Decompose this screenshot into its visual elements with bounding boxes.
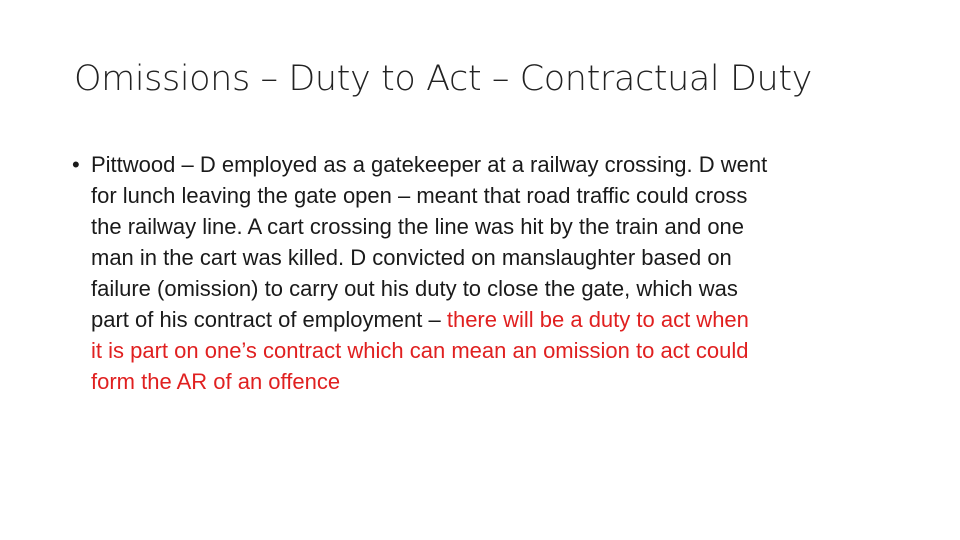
body-line-text: for lunch leaving the gate open – meant that road traffic could cross — [91, 183, 748, 208]
body-line-text: failure (omission) to carry out his duty to close the gate, which was — [91, 276, 738, 301]
body-line-emphasis: it is part on one’s contract which can mean an omission to act could — [91, 338, 749, 363]
body-line — [91, 149, 902, 180]
bullet-icon: • — [72, 152, 80, 177]
body-line — [91, 242, 902, 273]
body-line — [91, 335, 902, 366]
body-line-emphasis: there will be a duty to act when — [446, 307, 749, 332]
body-line — [91, 211, 902, 242]
body-line — [91, 273, 902, 304]
body-line — [91, 180, 902, 211]
bullet-item-pittwood — [72, 149, 902, 397]
slide-body — [72, 149, 902, 397]
body-line-text: man in the cart was killed. D convicted on manslaughter based on — [91, 245, 732, 270]
body-line-text: part of his contract of employment – — [91, 307, 447, 332]
slide-title: Omissions – Duty to Act – Contractual Duty — [74, 59, 812, 99]
body-line-text: the railway line. A cart crossing the line was hit by the train and one — [91, 214, 745, 239]
body-line-emphasis: form the AR of an offence — [91, 369, 341, 394]
body-line — [91, 366, 902, 397]
body-line — [91, 304, 902, 335]
body-line-text: Pittwood – D employed as a gatekeeper at a railway crossing. D went — [91, 152, 768, 177]
